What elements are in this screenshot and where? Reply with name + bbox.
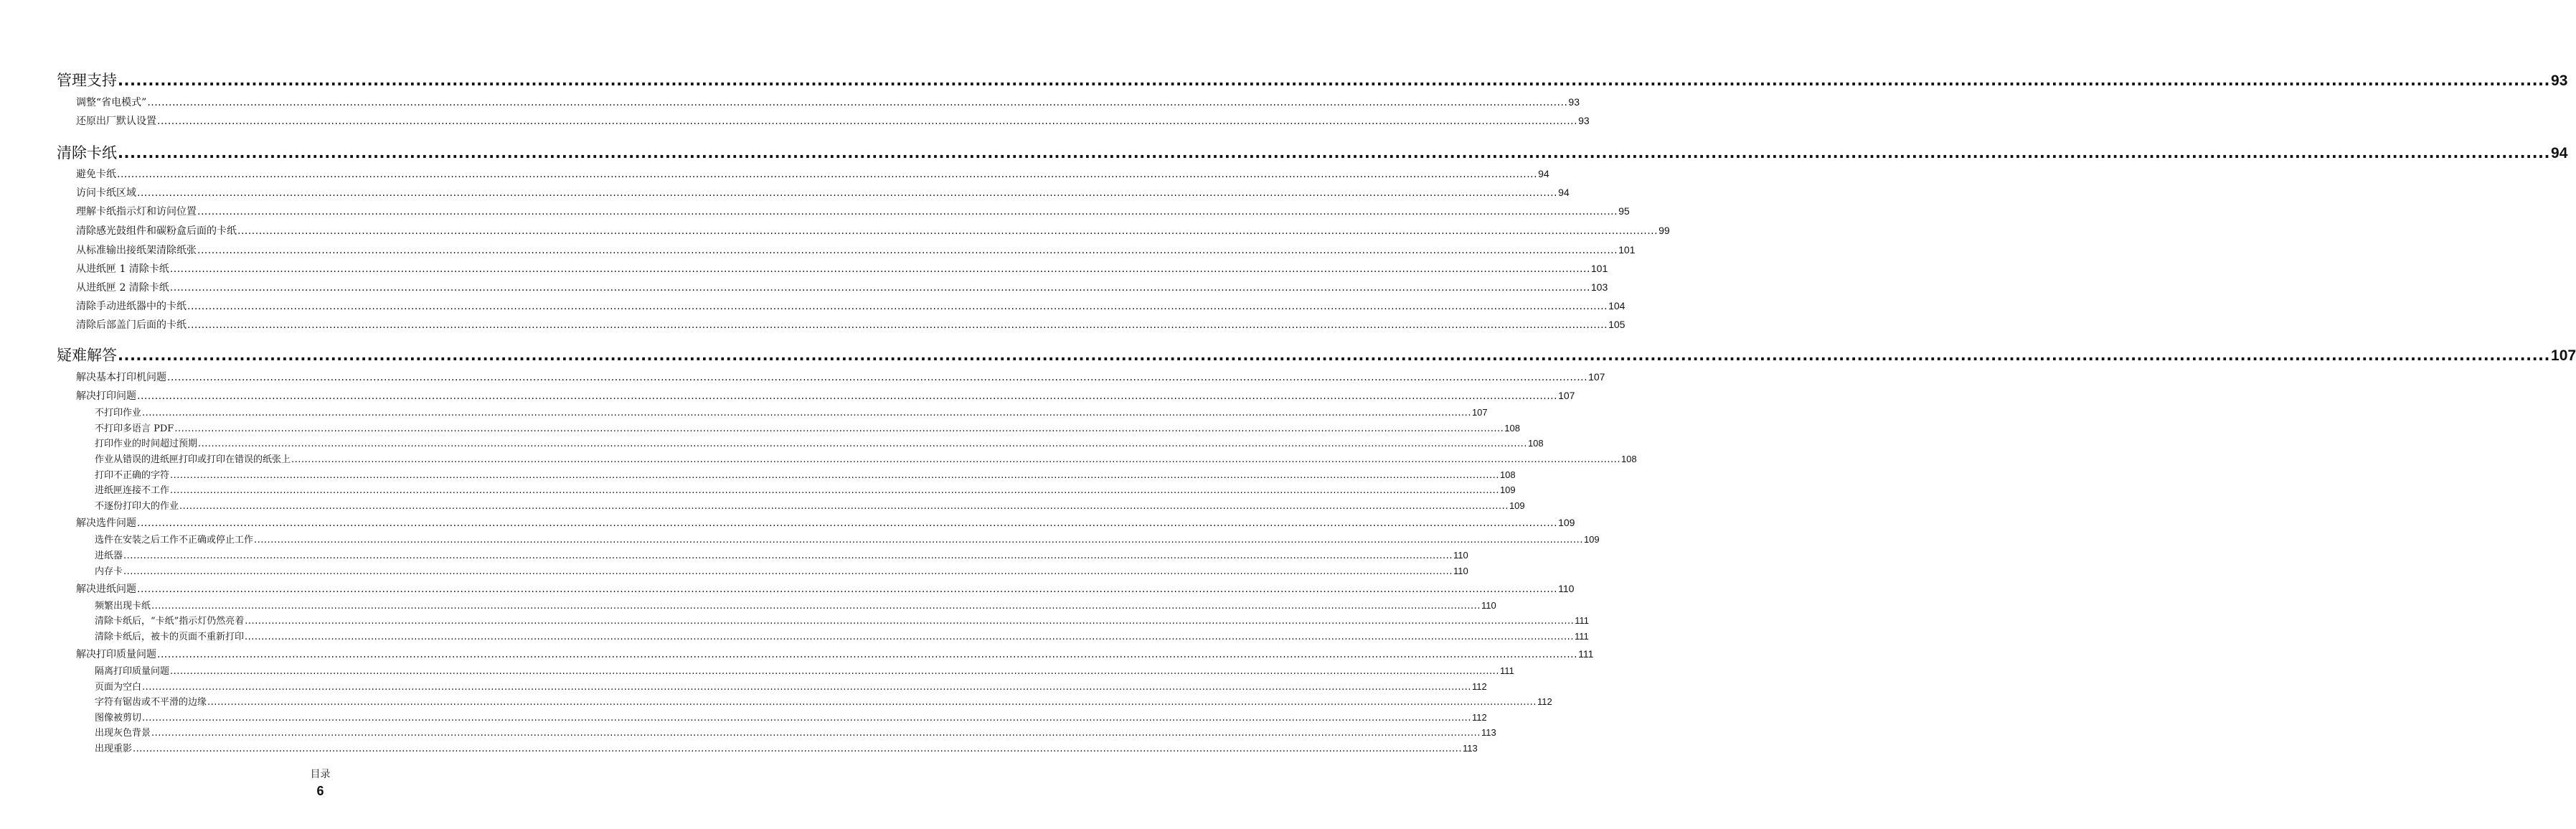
toc-entry-title: 清除感光鼓组件和碳粉盒后面的卡纸: [76, 225, 237, 237]
toc-entry-level3[interactable]: [95, 725, 1496, 739]
dot-leader: ................................................................................................................................................................................................................................................................................................................................................................................................................: [198, 439, 1527, 449]
toc-entry-level3[interactable]: [95, 436, 1544, 449]
toc-entry-level2[interactable]: [76, 647, 1594, 661]
toc-entry-page: 94: [1538, 168, 1549, 179]
toc-entry-page: 111: [1575, 615, 1589, 626]
dot-leader: ................................................................................................................................................................................................................................................................................................................................................................................................................: [118, 144, 2551, 161]
toc-entry-title: 出现灰色背景: [95, 728, 151, 739]
dot-leader: ................................................................................................................................................................................................................................................................................................................................................................................................................: [167, 372, 1588, 383]
toc-entry-page: 101: [1590, 263, 1608, 274]
dot-leader: ................................................................................................................................................................................................................................................................................................................................................................................................................: [118, 72, 2551, 89]
dot-leader: ................................................................................................................................................................................................................................................................................................................................................................................................................: [133, 744, 1462, 754]
toc-entry-page: 112: [1471, 681, 1487, 692]
toc-entry-page: 107: [1588, 371, 1605, 383]
toc-entry-level3[interactable]: [95, 663, 1514, 677]
toc-entry-title: 频繁出现卡纸: [95, 601, 151, 612]
toc-entry-page: 108: [1504, 423, 1520, 434]
toc-entry-title: 清除卡纸后，“卡纸”指示灯仍然亮着: [95, 616, 245, 627]
toc-entry-page: 104: [1608, 300, 1626, 312]
dot-leader: ................................................................................................................................................................................................................................................................................................................................................................................................................: [170, 485, 1499, 496]
dot-leader: ................................................................................................................................................................................................................................................................................................................................................................................................................: [291, 454, 1620, 465]
toc-entry-level3[interactable]: [95, 532, 1600, 545]
toc-entry-page: 99: [1659, 225, 1670, 236]
toc-entry-level1[interactable]: [57, 69, 2568, 90]
footer-page-number: 6: [316, 784, 324, 798]
toc-entry-page: 101: [1618, 244, 1636, 256]
dot-leader: ................................................................................................................................................................................................................................................................................................................................................................................................................: [197, 245, 1618, 256]
toc-entry-level3[interactable]: [95, 421, 1520, 434]
footer-section-label: 目录: [310, 769, 331, 780]
toc-entry-page: 107: [2551, 347, 2576, 364]
toc-entry-level2[interactable]: [76, 95, 1580, 109]
toc-entry-page: 93: [1568, 96, 1580, 108]
toc-entry-level3[interactable]: [95, 467, 1516, 481]
dot-leader: ................................................................................................................................................................................................................................................................................................................................................................................................................: [179, 501, 1509, 512]
toc-entry-page: 112: [1537, 696, 1552, 707]
toc-entry-title: 作业从错误的进纸匣打印或打印在错误的纸张上: [95, 454, 291, 465]
toc-entry-level2[interactable]: [76, 261, 1608, 276]
toc-entry-page: 108: [1527, 438, 1544, 449]
toc-entry-title: 从进纸匣 2 清除卡纸: [76, 282, 169, 294]
toc-entry-level3[interactable]: [95, 451, 1637, 465]
dot-leader: ................................................................................................................................................................................................................................................................................................................................................................................................................: [254, 535, 1583, 545]
dot-leader: ................................................................................................................................................................................................................................................................................................................................................................................................................: [170, 666, 1499, 677]
toc-entry-title: 内存卡: [95, 566, 123, 577]
toc-entry-page: 95: [1618, 205, 1630, 217]
toc-entry-title: 解决基本打印机问题: [76, 372, 166, 383]
toc-entry-level2[interactable]: [76, 185, 1570, 200]
dot-leader: ................................................................................................................................................................................................................................................................................................................................................................................................................: [137, 584, 1558, 595]
toc-entry-level3[interactable]: [95, 498, 1525, 512]
toc-entry-title: 理解卡纸指示灯和访问位置: [76, 206, 197, 217]
dot-leader: ................................................................................................................................................................................................................................................................................................................................................................................................................: [187, 319, 1608, 331]
toc-entry-title: 访问卡纸区域: [76, 187, 136, 199]
toc-entry-page: 110: [1453, 566, 1468, 576]
toc-entry-level2[interactable]: [76, 243, 1636, 257]
dot-leader: ................................................................................................................................................................................................................................................................................................................................................................................................................: [147, 97, 1568, 108]
toc-entry-title: 不打印多语言 PDF: [95, 423, 174, 434]
toc-entry-level3[interactable]: [95, 679, 1487, 693]
dot-leader: ................................................................................................................................................................................................................................................................................................................................................................................................................: [151, 601, 1481, 612]
toc-entry-title: 不逐份打印大的作业: [95, 501, 179, 512]
toc-entry-title: 清除卡纸: [57, 144, 117, 161]
dot-leader: ................................................................................................................................................................................................................................................................................................................................................................................................................: [197, 206, 1618, 217]
toc-entry-title: 出现重影: [95, 744, 133, 754]
toc-entry-level1[interactable]: [57, 141, 2568, 163]
toc-entry-level2[interactable]: [76, 581, 1575, 596]
dot-leader: ................................................................................................................................................................................................................................................................................................................................................................................................................: [207, 697, 1537, 708]
toc-entry-page: 103: [1590, 281, 1608, 293]
toc-entry-page: 111: [1578, 648, 1594, 660]
dot-leader: ................................................................................................................................................................................................................................................................................................................................................................................................................: [123, 566, 1453, 577]
toc-entry-page: 109: [1558, 517, 1575, 528]
dot-leader: ................................................................................................................................................................................................................................................................................................................................................................................................................: [137, 187, 1558, 199]
toc-entry-page: 110: [1453, 550, 1468, 561]
toc-entry-title: 图像被剪切: [95, 713, 142, 723]
dot-leader: ................................................................................................................................................................................................................................................................................................................................................................................................................: [187, 301, 1608, 312]
toc-entry-title: 选件在安装之后工作不正确或停止工作: [95, 535, 254, 545]
toc-entry-title: 不打印作业: [95, 408, 142, 418]
toc-entry-level3[interactable]: [95, 548, 1468, 561]
toc-entry-level3[interactable]: [95, 710, 1487, 723]
dot-leader: ................................................................................................................................................................................................................................................................................................................................................................................................................: [137, 390, 1558, 402]
toc-entry-level3[interactable]: [95, 405, 1488, 418]
toc-entry-level2[interactable]: [76, 113, 1590, 128]
toc-entry-level2[interactable]: [76, 388, 1575, 403]
toc-entry-page: 112: [1471, 712, 1487, 723]
toc-entry-page: 111: [1574, 631, 1589, 642]
toc-entry-title: 打印不正确的字符: [95, 470, 170, 481]
toc-entry-title: 调整“省电模式”: [76, 97, 147, 108]
toc-entry-title: 解决打印质量问题: [76, 649, 156, 660]
toc-entry-level2[interactable]: [76, 204, 1630, 218]
toc-entry-page: 109: [1583, 534, 1600, 545]
dot-leader: ................................................................................................................................................................................................................................................................................................................................................................................................................: [142, 408, 1471, 418]
dot-leader: ................................................................................................................................................................................................................................................................................................................................................................................................................: [170, 470, 1499, 481]
toc-entry-page: 110: [1481, 600, 1496, 611]
dot-leader: ................................................................................................................................................................................................................................................................................................................................................................................................................: [118, 347, 2551, 364]
dot-leader: ................................................................................................................................................................................................................................................................................................................................................................................................................: [174, 423, 1504, 434]
toc-entry-page: 108: [1499, 469, 1516, 480]
dot-leader: ................................................................................................................................................................................................................................................................................................................................................................................................................: [169, 263, 1590, 275]
toc-entry-title: 解决进纸问题: [76, 584, 136, 595]
toc-entry-title: 还原出厂默认设置: [76, 116, 156, 127]
toc-entry-page: 111: [1499, 665, 1514, 676]
toc-entry-level2[interactable]: [76, 299, 1626, 313]
toc-entry-title: 页面为空白: [95, 682, 142, 693]
dot-leader: ................................................................................................................................................................................................................................................................................................................................................................................................................: [142, 713, 1471, 723]
toc-entry-level2[interactable]: [76, 280, 1608, 294]
dot-leader: ................................................................................................................................................................................................................................................................................................................................................................................................................: [245, 632, 1574, 642]
toc-entry-level2[interactable]: [76, 167, 1549, 181]
toc-entry-title: 解决选件问题: [76, 517, 136, 529]
toc-entry-title: 从标准输出接纸架清除纸张: [76, 245, 197, 256]
toc-entry-level3[interactable]: [95, 613, 1589, 627]
toc-entry-page: 93: [1578, 115, 1590, 126]
toc-entry-page: 110: [1558, 583, 1575, 594]
toc-entry-title: 字符有锯齿或不平滑的边缘: [95, 697, 207, 708]
dot-leader: ................................................................................................................................................................................................................................................................................................................................................................................................................: [237, 225, 1659, 237]
dot-leader: ................................................................................................................................................................................................................................................................................................................................................................................................................: [157, 649, 1578, 660]
toc-entry-level3[interactable]: [95, 694, 1552, 708]
toc-entry-level2[interactable]: [76, 317, 1626, 332]
toc-entry-title: 进纸匣连接不工作: [95, 485, 170, 496]
toc-entry-page: 94: [1558, 187, 1570, 198]
toc-entry-level3[interactable]: [95, 741, 1478, 754]
dot-leader: ................................................................................................................................................................................................................................................................................................................................................................................................................: [137, 517, 1558, 529]
toc-entry-page: 93: [2551, 72, 2568, 89]
toc-entry-level2[interactable]: [76, 223, 1670, 238]
toc-entry-title: 进纸器: [95, 551, 123, 561]
dot-leader: ................................................................................................................................................................................................................................................................................................................................................................................................................: [123, 551, 1453, 561]
dot-leader: ................................................................................................................................................................................................................................................................................................................................................................................................................: [151, 728, 1481, 739]
toc-entry-title: 管理支持: [57, 72, 117, 89]
toc-entry-title: 隔离打印质量问题: [95, 666, 170, 677]
toc-entry-level1[interactable]: [57, 344, 2576, 365]
toc-entry-title: 清除卡纸后，被卡的页面不重新打印: [95, 632, 245, 642]
toc-entry-level2[interactable]: [76, 515, 1575, 530]
toc-entry-page: 109: [1499, 484, 1516, 495]
dot-leader: ................................................................................................................................................................................................................................................................................................................................................................................................................: [157, 116, 1578, 127]
toc-entry-title: 清除后部盖门后面的卡纸: [76, 319, 187, 331]
dot-leader: ................................................................................................................................................................................................................................................................................................................................................................................................................: [142, 682, 1471, 693]
toc-entry-title: 疑难解答: [57, 347, 117, 364]
toc-entry-title: 避免卡纸: [76, 169, 116, 180]
toc-entry-title: 打印作业的时间超过预期: [95, 439, 198, 449]
toc-entry-title: 从进纸匣 1 清除卡纸: [76, 263, 169, 275]
dot-leader: ................................................................................................................................................................................................................................................................................................................................................................................................................: [117, 169, 1538, 180]
toc-entry-level2[interactable]: [76, 370, 1605, 384]
toc-entry-level3[interactable]: [95, 598, 1496, 612]
toc-entry-page: 105: [1608, 319, 1626, 330]
toc-entry-title: 解决打印问题: [76, 390, 136, 402]
toc-entry-page: 109: [1509, 500, 1525, 511]
dot-leader: ................................................................................................................................................................................................................................................................................................................................................................................................................: [245, 616, 1575, 627]
toc-entry-page: 94: [2551, 145, 2568, 161]
toc-entry-page: 107: [1558, 390, 1575, 401]
toc-entry-page: 107: [1471, 407, 1488, 418]
toc-entry-page: 108: [1620, 454, 1637, 464]
toc-entry-page: 113: [1462, 743, 1478, 754]
toc-entry-level3[interactable]: [95, 563, 1468, 577]
toc-entry-level3[interactable]: [95, 629, 1589, 642]
dot-leader: ................................................................................................................................................................................................................................................................................................................................................................................................................: [169, 282, 1590, 294]
toc-entry-title: 清除手动进纸器中的卡纸: [76, 301, 187, 312]
toc-entry-level3[interactable]: [95, 482, 1516, 496]
toc-entry-page: 113: [1481, 727, 1496, 738]
